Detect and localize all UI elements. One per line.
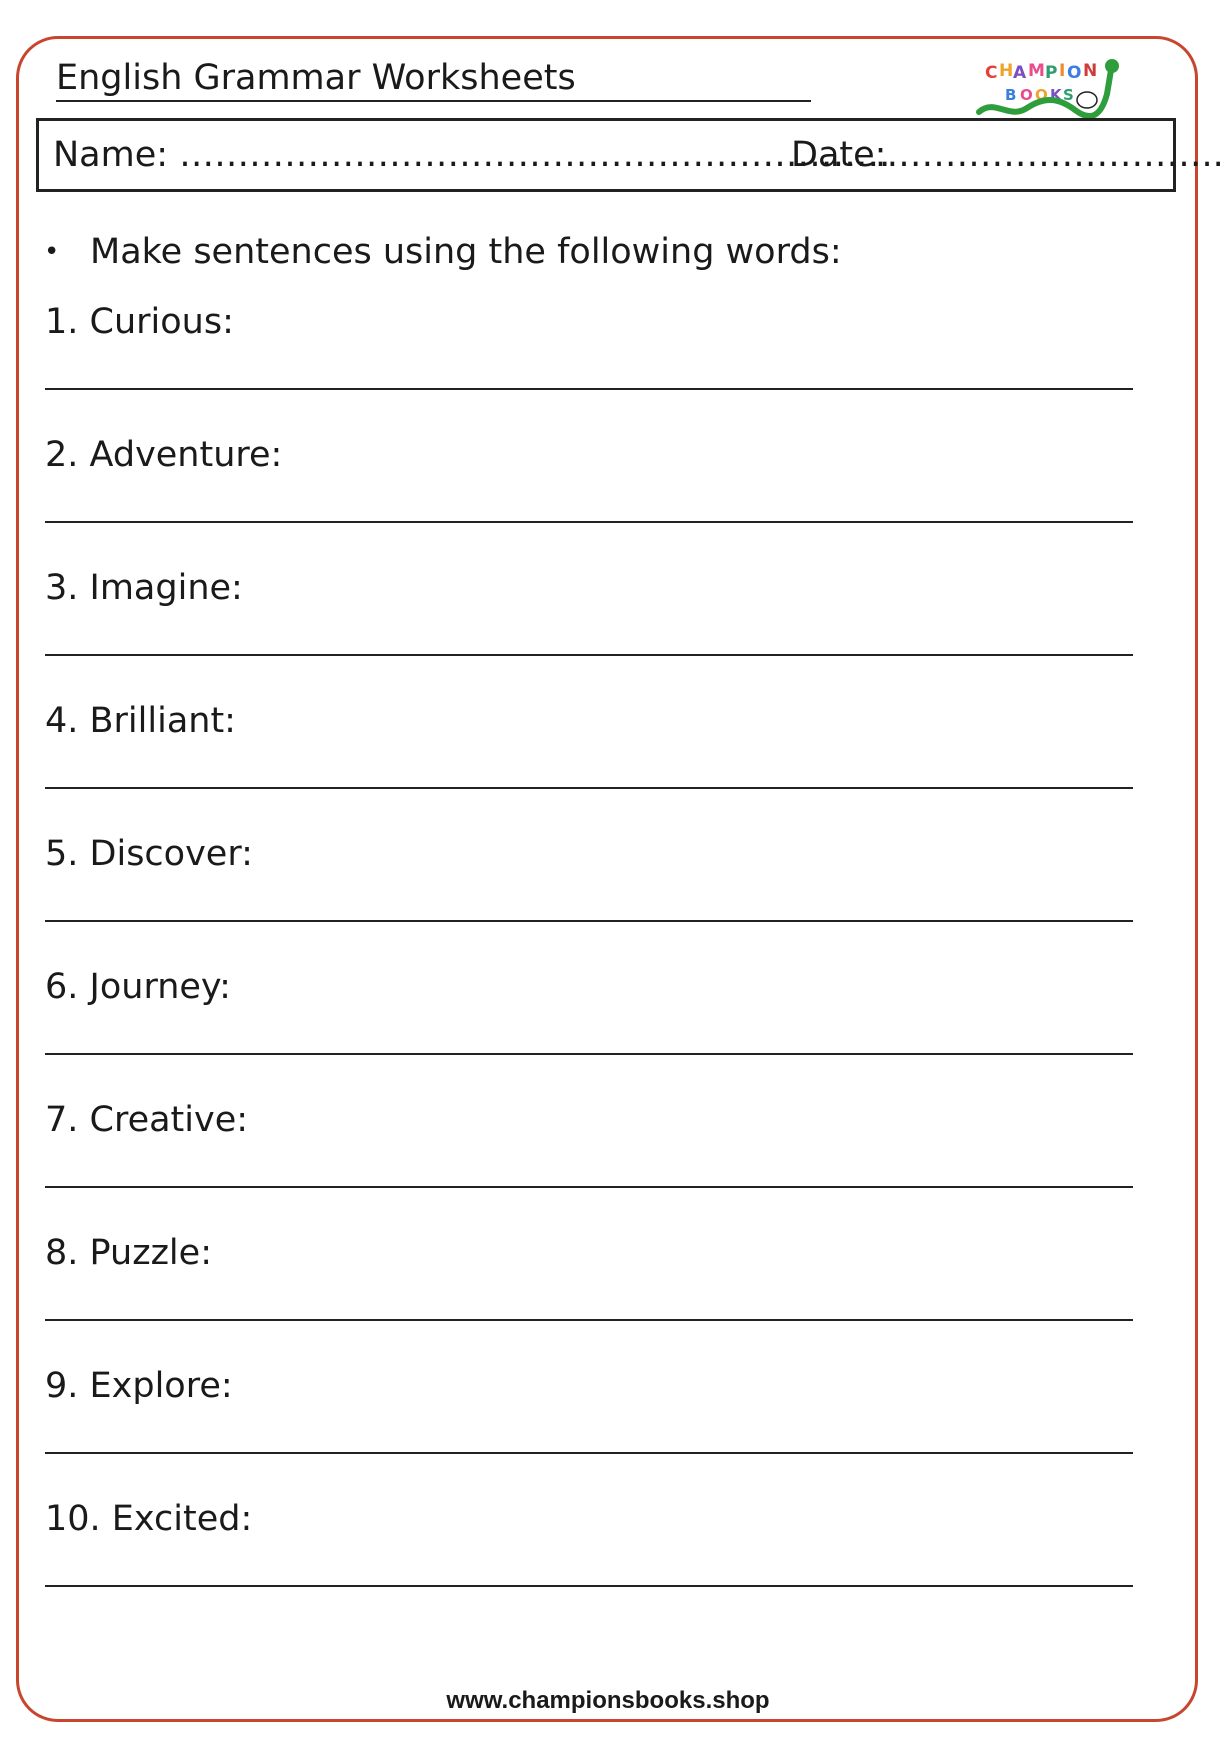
answer-line[interactable] [45,1053,1133,1055]
name-date-box [36,118,1224,192]
word-label: 7. Creative: [45,1100,249,1140]
bullet-icon: • [44,237,60,267]
word-label: 2. Adventure: [45,435,283,475]
footer-website: www.championsbooks.shop [446,1687,770,1714]
answer-line[interactable] [45,1585,1133,1587]
instruction-text: Make sentences using the following words: [90,232,842,272]
svg-text:H: H [999,61,1014,81]
word-label: 9. Explore: [45,1366,233,1406]
list-item [45,300,1135,432]
word-label: 4. Brilliant: [45,701,236,741]
answer-line[interactable] [45,920,1133,922]
svg-text:A: A [1013,63,1027,83]
list-item [45,965,1135,1097]
name-field[interactable]: Name: ……………………………………………………. [53,135,891,175]
svg-text:S: S [1063,86,1074,104]
word-label: 3. Imagine: [45,568,243,608]
list-item [45,566,1135,698]
svg-text:M: M [1028,61,1045,81]
date-field[interactable]: Date:……………………….. [791,135,1224,175]
list-item [45,699,1135,831]
instruction [44,230,842,274]
svg-text:K: K [1050,86,1062,104]
worksheet-title: English Grammar Worksheets [56,56,811,102]
word-label: 1. Curious: [45,302,234,342]
svg-text:N: N [1083,61,1098,81]
list-item [45,1098,1135,1230]
list-item [45,1364,1135,1496]
champion-books-logo [975,54,1125,120]
answer-line[interactable] [45,787,1133,789]
answer-line[interactable] [45,521,1133,523]
list-item [45,1231,1135,1363]
list-item [45,832,1135,964]
word-label: 6. Journey: [45,967,231,1007]
list-item [45,1497,1135,1629]
answer-line[interactable] [45,1452,1133,1454]
svg-text:B: B [1005,86,1017,104]
word-label: 8. Puzzle: [45,1233,212,1273]
svg-text:O: O [1067,63,1082,83]
answer-line[interactable] [45,654,1133,656]
answer-line[interactable] [45,1186,1133,1188]
svg-text:O: O [1035,86,1048,104]
list-item [45,433,1135,565]
answer-line[interactable] [45,388,1133,390]
svg-text:C: C [985,63,998,83]
word-label: 10. Excited: [45,1499,253,1539]
word-label: 5. Discover: [45,834,253,874]
answer-line[interactable] [45,1319,1133,1321]
svg-text:P: P [1045,63,1058,83]
svg-text:O: O [1020,86,1033,104]
svg-text:I: I [1059,61,1066,81]
